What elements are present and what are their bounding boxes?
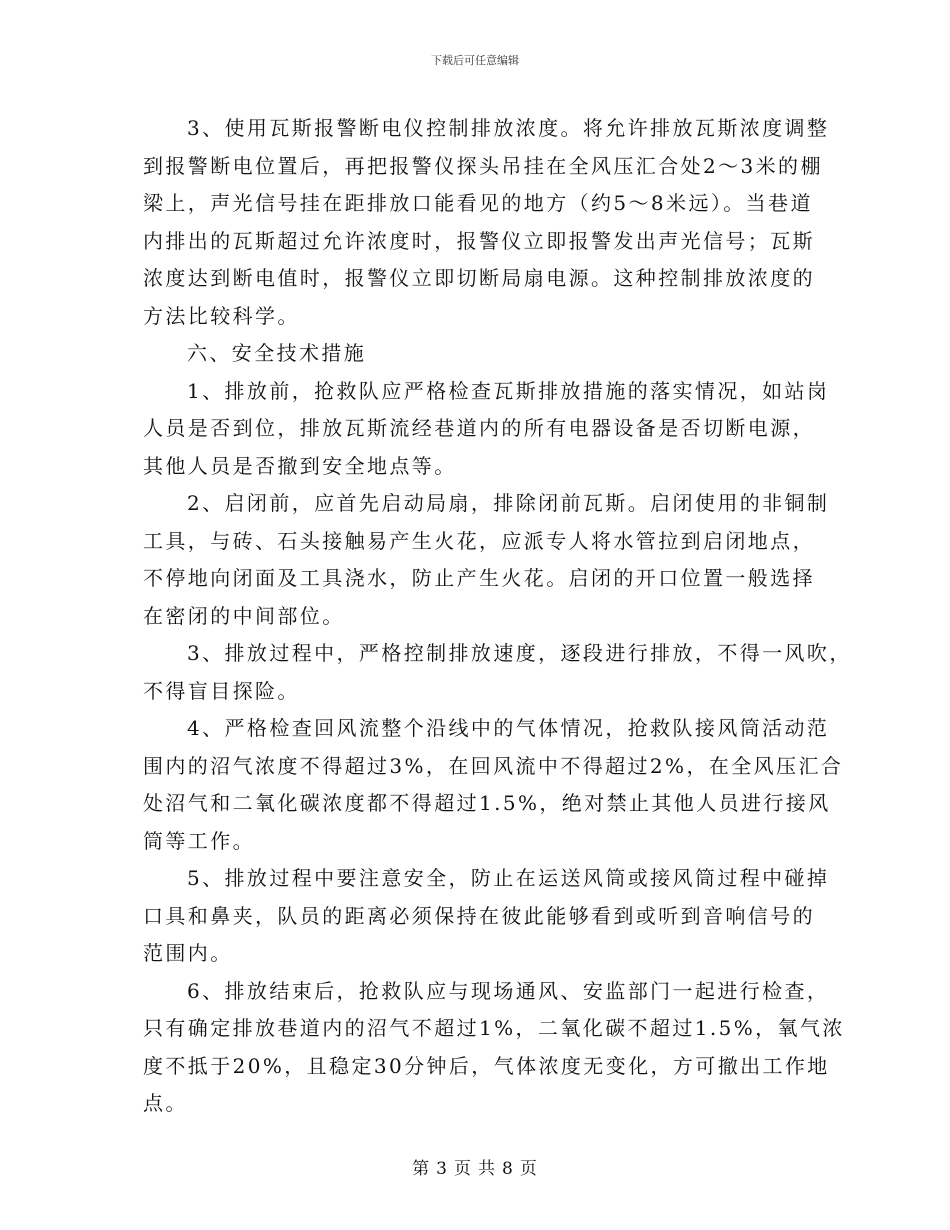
text-line: 3、使用瓦斯报警断电仪控制排放浓度。将允许排放瓦斯浓度调整 xyxy=(187,116,830,140)
section-heading-safety-measures xyxy=(143,335,823,373)
text-line: 浓度达到断电值时，报警仪立即切断局扇电源。这种控制排放浓度的 xyxy=(143,266,815,290)
page-number: 3 xyxy=(436,1159,448,1179)
page-header: 下载后可任意编辑 xyxy=(431,54,519,67)
text-line: 其他人员是否撤到安全地点等。 xyxy=(143,453,457,478)
text-line: 方法比较科学。 xyxy=(143,303,300,328)
text-line: 口具和鼻夹，队员的距离必须保持在彼此能够看到或听到音响信号的 xyxy=(143,903,815,928)
text-line: 3、排放过程中，严格控制排放速度，逐段进行排放，不得一风吹， xyxy=(187,641,852,665)
text-line: 筒等工作。 xyxy=(143,828,255,853)
footer-total-word: 共 xyxy=(478,1159,496,1179)
paragraph-measure-1 xyxy=(143,373,830,486)
paragraph-measure-6 xyxy=(143,973,845,1123)
text-line: 处沼气和二氧化碳浓度都不得超过1.5%，绝对禁止其他人员进行接风 xyxy=(143,791,831,815)
text-line: 不停地向闭面及工具浇水，防止产生火花。启闭的开口位置一般选择 xyxy=(143,566,815,590)
paragraph-measure-3 xyxy=(143,635,852,710)
footer-suffix: 页 xyxy=(519,1159,538,1179)
text-line: 4、严格检查回风流整个沿线中的气体情况，抢救队接风筒活动范 xyxy=(187,716,830,740)
footer-prefix: 第 xyxy=(412,1159,431,1179)
total-pages: 8 xyxy=(502,1159,514,1179)
document-body xyxy=(143,110,852,1123)
text-line: 1、排放前，抢救队应严格检查瓦斯排放措施的落实情况，如站岗 xyxy=(187,378,830,403)
text-line: 到报警断电位置后，再把报警仪探头吊挂在全风压汇合处2～3米的棚 xyxy=(143,153,823,178)
text-line: 2、启闭前，应首先启动局扇，排除闭前瓦斯。启闭使用的非铜制 xyxy=(187,491,830,515)
text-line: 在密闭的中间部位。 xyxy=(143,603,345,628)
text-line: 点。 xyxy=(143,1091,188,1115)
footer-page-word: 页 xyxy=(454,1159,472,1179)
paragraph-measure-5 xyxy=(143,860,830,973)
section-heading: 六、安全技术措施 xyxy=(187,341,367,365)
text-line: 只有确定排放巷道内的沼气不超过1%，二氧化碳不超过1.5%，氧气浓 xyxy=(143,1016,845,1040)
text-line: 不得盲目探险。 xyxy=(143,678,300,703)
paragraph-measure-4 xyxy=(143,710,844,860)
text-line: 围内的沼气浓度不得超过3%，在回风流中不得超过2%，在全风压汇合 xyxy=(143,753,844,778)
text-line: 梁上，声光信号挂在距排放口能看见的地方（约5～8米远）。当巷道 xyxy=(143,191,813,215)
page-footer xyxy=(0,1154,950,1179)
text-line: 范围内。 xyxy=(143,941,233,965)
paragraph-gas-alarm-method xyxy=(143,110,830,335)
text-line: 人员是否到位，排放瓦斯流经巷道内的所有电器设备是否切断电源， xyxy=(143,416,815,440)
text-line: 6、排放结束后，抢救队应与现场通风、安监部门一起进行检查， xyxy=(187,978,830,1003)
text-line: 5、排放过程中要注意安全，防止在运送风筒或接风筒过程中碰掉 xyxy=(187,866,830,890)
paragraph-measure-2 xyxy=(143,485,830,635)
text-line: 工具，与砖、石头接触易产生火花，应派专人将水管拉到启闭地点， xyxy=(143,528,815,553)
text-line: 度不抵于20%，且稳定30分钟后，气体浓度无变化，方可撤出工作地 xyxy=(143,1053,830,1078)
text-line: 内排出的瓦斯超过允许浓度时，报警仪立即报警发出声光信号；瓦斯 xyxy=(143,228,815,253)
